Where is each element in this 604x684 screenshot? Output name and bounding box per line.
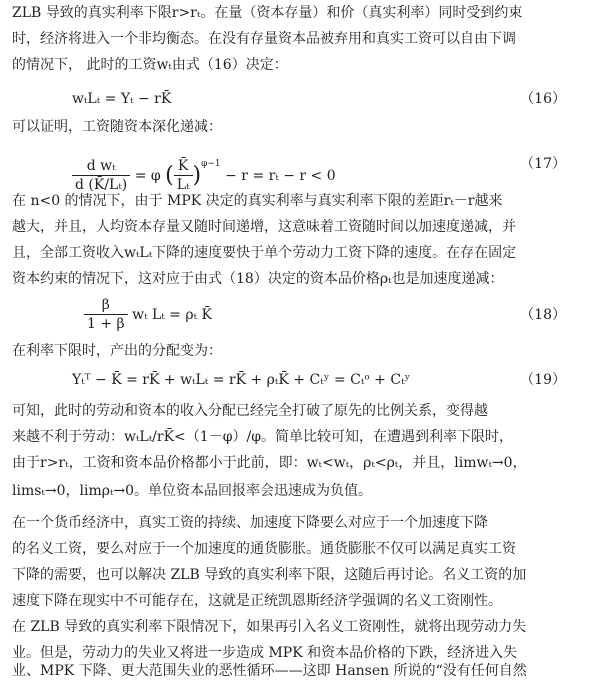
text-line: 的名义工资，要么对应于一个加速度的通货膨胀。通货膨胀不仅可以满足真实工资 <box>12 541 516 557</box>
equation-18-fraction <box>84 297 128 333</box>
equation-16 <box>12 86 596 112</box>
equation-19-number: （19） <box>520 372 566 388</box>
equation-16-body: wₜLₜ = Yₜ − rK̄ <box>72 91 172 107</box>
equation-18-denominator: 1 + β <box>87 316 125 332</box>
text-line: 在 ZLB 导致的真实利率下限情况下，如果再引入名义工资刚性，就将出现劳动力失 <box>12 619 527 635</box>
equation-19 <box>12 366 596 394</box>
text-line: 在 n<0 的情况下，由于 MPK 决定的真实利率与真实利率下限的差距rₜ－r越来 <box>12 193 503 209</box>
text-line: 速度下降在现实中不可能存在，这就是正统凯恩斯经济学强调的名义工资刚性。 <box>12 593 502 609</box>
text-line: 在一个货币经济中，真实工资的持续、加速度下降要么对应于一个加速度下降 <box>12 515 488 531</box>
equation-17-rhs: − r = rₜ − r < 0 <box>225 168 336 184</box>
text-line: 可以证明，工资随资本深化递减： <box>12 119 222 135</box>
equation-17-number: （17） <box>520 156 566 172</box>
text-line: 的情况下， 此时的工资wₜ由式（16）决定： <box>12 57 288 73</box>
text-line: 资本约束的情况下，这对应于由式（18）决定的资本品价格ρₜ也是加速度递减： <box>12 271 504 287</box>
equation-17-paren-numerator: K̄ <box>174 158 193 176</box>
text-line: 时，经济将进入一个非均衡态。在没有存量资本品被弃用和真实工资可以自由下调 <box>12 31 516 47</box>
equation-17-lhs-numerator: d wₜ <box>72 158 130 176</box>
equation-18 <box>12 294 596 336</box>
equation-17-paren-close: ) <box>192 163 202 188</box>
equation-17 <box>12 142 596 193</box>
equation-18-body <box>84 294 212 336</box>
equation-18-numerator: β <box>84 297 128 315</box>
text-line: 业。但是，劳动力的失业又将进一步造成 MPK 和资本品价格的下跌，经济进入失 <box>12 645 518 661</box>
text-line: 由于r>rₜ，工资和资本品价格都小于此前，即：wₜ<wₜ，ρₜ<ρₜ，并且，limwₜ→0， <box>12 455 527 471</box>
text-line: 越大，并且，人均资本存量又随时间递增，这意味着工资随时间以加速度递减，并 <box>12 219 516 235</box>
equation-18-number: （18） <box>520 307 566 323</box>
equation-17-paren-open: ( <box>165 163 174 188</box>
text-line: 在利率下限时，产出的分配变为： <box>12 343 222 359</box>
equation-18-rhs: wₜ Lₜ = ρₜ K̄ <box>132 307 212 323</box>
equation-19-body: Yₜᵀ − K̄ = rK̄ + wₜLₜ = rK̄ + ρₜK̄ + Cₜʸ = Cₜᵒ + Cₜʸ <box>72 372 411 388</box>
equation-16-number: （16） <box>520 91 566 107</box>
text-line: 且，全部工资收入wₜLₜ下降的速度要快于单个劳动力工资下降的速度。在存在固定 <box>12 245 517 261</box>
text-line: limsₜ→0，limρₜ→0。单位资本品回报率会迅速成为负值。 <box>12 483 373 499</box>
text-line: 业、MPK 下降、更大范围失业的恶性循环——这即 Hansen 所说的“没有任何自然 <box>12 663 527 679</box>
equation-17-lhs-denominator: d (K̄/Lₜ) <box>75 177 128 193</box>
text-line: 来越不利于劳动：wₜLₜ/rK̄<（1－φ）/φ。简单比较可知，在遭遇到利率下限时， <box>12 429 514 445</box>
equation-17-mid: = φ <box>134 168 161 184</box>
text-line: 下降的需要，也可以解决 ZLB 导致的真实利率下限，这随后再讨论。名义工资的加 <box>12 567 527 583</box>
equation-17-paren-denominator: Lₜ <box>176 177 190 193</box>
text-line: 可知，此时的劳动和资本的收入分配已经完全打破了原先的比例关系，变得越 <box>12 403 488 419</box>
equation-17-exponent: φ−1 <box>201 159 221 169</box>
text-line: ZLB 导致的真实利率下限r>rₜ。在量（资本存量）和价（真实利率）同时受到约束 <box>12 5 523 21</box>
